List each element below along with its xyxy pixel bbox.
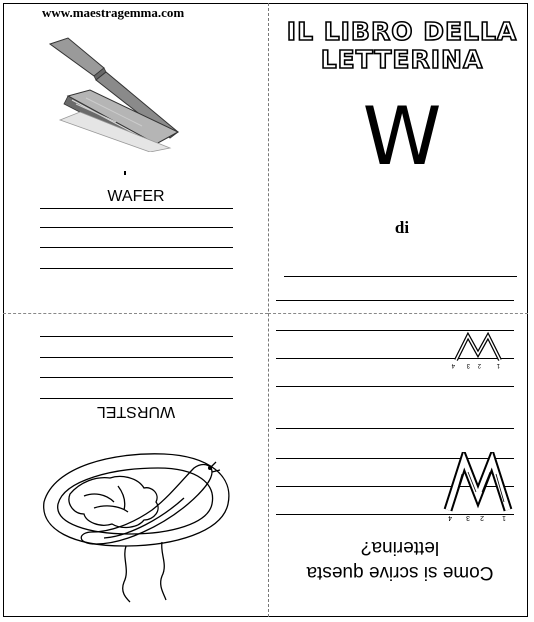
small-stroke-number: 3 [466, 362, 470, 368]
book-title-line2: LETTERINA [320, 45, 484, 74]
writing-line [40, 208, 233, 209]
horizontal-fold-line-left [3, 313, 268, 314]
wurstel-illustration-icon [34, 446, 238, 606]
cover-letter: W [362, 90, 442, 183]
large-stroke-number: 3 [466, 514, 470, 521]
small-stroke-number: 1 [496, 362, 500, 368]
small-mark [124, 171, 126, 175]
di-label: di [394, 218, 410, 237]
book-title [276, 18, 528, 74]
small-stroke-number: 4 [451, 362, 455, 368]
writing-line [40, 336, 233, 337]
stroke-question [280, 535, 520, 585]
question-line1: Come si scrive questa [306, 562, 494, 583]
name-line [284, 276, 517, 277]
writing-line [276, 386, 514, 387]
large-stroke-number: 4 [448, 514, 452, 521]
small-stroke-number: 2 [477, 362, 481, 368]
writing-line [40, 357, 233, 358]
horizontal-fold-line-right [268, 313, 528, 314]
question-line2: letterina? [360, 537, 440, 558]
writing-line [40, 377, 233, 378]
small-w-stroke-guide-icon [448, 330, 508, 370]
writing-line [40, 227, 233, 228]
wafer-label: WAFER [107, 188, 165, 205]
writing-line [40, 268, 233, 269]
writing-line [276, 428, 514, 429]
large-w-stroke-guide-icon [440, 452, 516, 524]
large-stroke-number: 2 [480, 514, 484, 521]
wurstel-label: WURSTEL [96, 403, 176, 420]
writing-line [40, 247, 233, 248]
writing-line [276, 300, 514, 301]
vertical-fold-line [268, 3, 269, 617]
wafer-illustration-icon [46, 34, 186, 152]
writing-line [40, 398, 233, 399]
book-title-line1: IL LIBRO DELLA [286, 17, 518, 46]
large-stroke-number: 1 [502, 514, 506, 521]
website-url: www.maestragemma.com [42, 5, 185, 20]
